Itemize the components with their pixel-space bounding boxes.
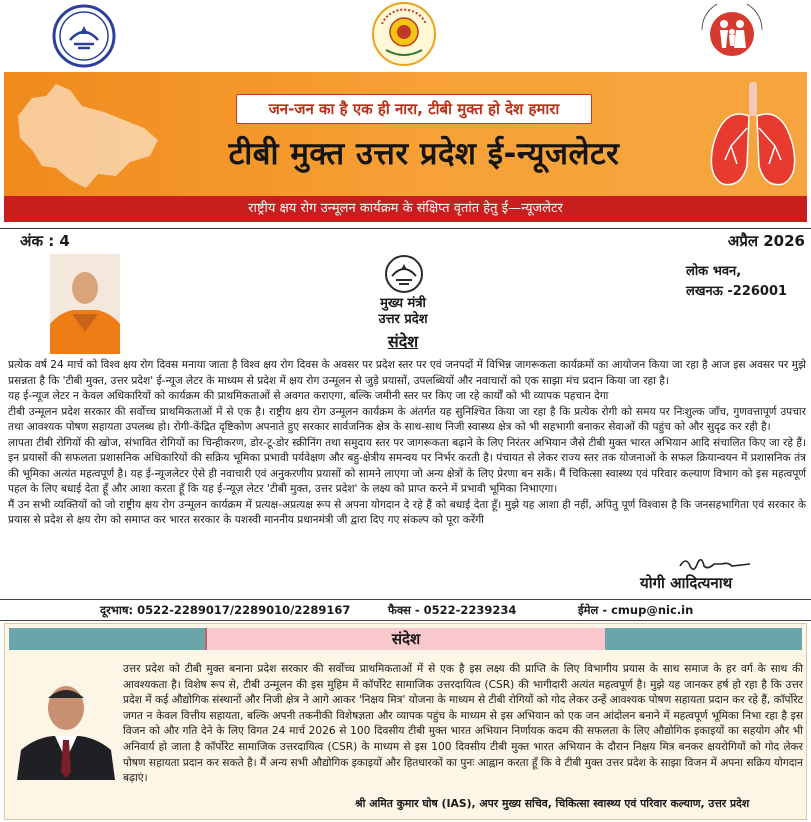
address-line-2: लखनऊ -226001 [686, 284, 788, 299]
phone-number: दूरभाष: 0522-2289017/2289010/2289167 [100, 603, 351, 617]
logo-strip [0, 0, 811, 72]
tb-elimination-programme-icon [372, 2, 436, 66]
lungs-icon [703, 76, 803, 192]
subtitle-bar: राष्ट्रीय क्षय रोग उन्मूलन कार्यक्रम के संक्षिप्त वृतांत हेतु ई—न्यूजलेटर [4, 196, 807, 222]
masthead-banner [4, 72, 807, 196]
fax-number: फैक्स - 0522-2239234 [388, 603, 517, 617]
cm-address [686, 262, 806, 302]
chief-minister-photo [50, 254, 120, 354]
issue-number: अंक : 4 [20, 232, 70, 250]
address-line-1: लोक भवन, [686, 264, 742, 279]
cm-message-heading: संदेश [387, 332, 419, 351]
issue-date: अप्रैल 2026 [727, 232, 805, 250]
up-govt-seal-icon [52, 4, 116, 68]
handwritten-signature [676, 552, 756, 574]
acs-signatory: श्री अमित कुमार घोष (IAS), अपर मुख्य सचिव, चिकित्सा स्वास्थ्य एवं परिवार कल्याण, उत्तर प्रदेश [355, 797, 750, 810]
slogan: जन-जन का है एक ही नारा, टीबी मुक्त हो देश हमारा [236, 94, 592, 124]
acs-message-body: उत्तर प्रदेश को टीबी मुक्त बनाना प्रदेश सरकार की सर्वोच्च प्राथमिकताओं में से एक है इस लक्ष्य की प्राप्ति के लिए विभागीय प्रयास के साथ समाज के हर वर्ग के साथ की आवश्यकता है। विशेष रूप से, टीबी उन्मूलन की इस मुहिम में कॉर्पोरेट सामाजिक उत्तरदायित्व (CSR) की भागीदारी अत्यंत महत्वपूर्ण है। मुझे यह जानकर हर्ष हो रहा है कि उत्तर प्रदेश में कई औद्योगिक संस्थानों और निजी क्षेत्र ने आगे आकर 'निक्षय मित्र' योजना के माध्यम से टीबी रोगियों को गोद लेकर उन्हें आवश्यक पोषण सहायता प्रदान कर रहे हैं, कॉर्पोरेट जगत न केवल वित्तीय सहायता, बल्कि अपनी तकनीकी विशेषज्ञता और व्यापक पहुंच के माध्यम से इस अभियान को एक जन आंदोलन बनाने में महत्वपूर्ण भूमिका निभा रहा है इस विजन को और गति देने के लिए विगत 24 मार्च 2026 से 100 दिवसीय टीबी मुक्त भारत अभियान निर्णायक कदम की सफलता के लिए औद्योगिक इकाइयों का सहयोग और भी अनिवार्य हो जाता है कॉर्पोरेट सामाजिक उत्तरदायित्व (CSR) के माध्यम से इस 100 दिवसीय टीबी मुक्त भारत अभियान के दौरान निक्षय मित्र बनकर क्षयरोगियों को गोद लेकर पोषण सहायता प्रदान कर सकते है। मैं अन्य सभी औद्योगिक इकाइयों और हितधारकों का पुनः आह्वान करता हूँ कि वे टीबी मुक्त उत्तर प्रदेश के साझा विजन में अपना सक्रिय योगदान बढ़ाएं। [123, 663, 803, 785]
acs-photo [11, 668, 121, 780]
newsletter-title: टीबी मुक्त उत्तर प्रदेश ई-न्यूजलेटर [228, 136, 620, 172]
designation-line-1: मुख्य मंत्री [380, 296, 426, 311]
cm-paragraph: प्रत्येक वर्ष 24 मार्च को विश्व क्षय रोग दिवस मनाया जाता है विश्व क्षय रोग दिवस के अवसर पर प्रदेश स्तर पर एवं जनपदों में विभिन्न जागरूकता कार्यक्रमों का आयोजन किया जा रहा है आज इस अवसर पर मुझे प्रसन्नता है कि 'टीबी मुक्त, उत्तर प्रदेश' ई-न्यूज लेटर के माध्यम से प्रदेश में क्षय रोग उन्मूलन से जुड़े प्रयासों, उपलब्धियों और नवाचारों को एक साझा मंच प्रदान किया जा रहा है। [8, 359, 807, 387]
cm-signatory: योगी आदित्यनाथ [640, 574, 733, 592]
cm-paragraph: लापता टीबी रोगियों की खोज, संभावित रोगियों का चिन्हीकरण, डोर-टू-डोर स्क्रीनिंग तथा समुदाय स्तर पर जागरूकता बढ़ाने के लिए निरंतर अभियान जैसे टीबी मुक्त भारत अभियान आदि संचालित किए जा रहे हैं। इन प्रयासों की सफलता प्रशासनिक अधिकारियों की सक्रिय भूमिका प्रभावी पर्यवेक्षण और बहु-क्षेत्रीय समन्वय पर निर्भर करती है। पंचायत से लेकर राज्य स्तर तक योजनाओं के सफल क्रियान्वयन में प्रशासनिक तंत्र की भूमिका अत्यंत महत्वपूर्ण है। यह ई-न्यूजलेटर ऐसे ही नवाचारी एवं अनुकरणीय प्रयासों को सामने लाएगा जो अन्य क्षेत्रों के लिए प्रेरणा बन सकें। मैं चिकित्सा स्वास्थ्य एवं परिवार कल्याण विभाग को इस महत्वपूर्ण पहल के लिए बधाई देता हूँ और आशा करता हूँ कि यह ई-न्यूज़ लेटर 'टीबी मुक्त, उत्तर प्रदेश' के लक्ष्य को प्राप्त करने में प्रभावी भूमिका निभाएगा। [8, 436, 806, 495]
cm-paragraph: यह ई-न्यूज लेटर न केवल अधिकारियों को कार्यक्रम की प्राथमिकताओं से अवगत कराएगा, बल्कि जमीनी स्तर पर किए जा रहे कार्यों को भी व्यापक पहचान देगा [8, 390, 609, 402]
acs-message-heading: संदेश [205, 628, 605, 650]
up-emblem-icon [382, 254, 426, 294]
acs-message-box [4, 623, 807, 820]
national-health-mission-icon [690, 4, 774, 68]
cm-designation [338, 296, 468, 328]
cm-paragraph: टीबी उन्मूलन प्रदेश सरकार की सर्वोच्च प्राथमिकताओं में से एक है। राष्ट्रीय क्षय रोग उन्मूलन कार्यक्रम के अंतर्गत यह सुनिश्चित किया जा रहा है कि प्रत्येक रोगी को समय पर निःशुल्क जाँच, गुणवत्तापूर्ण उपचार तथा आवश्यक पोषण सहायता उपलब्ध हो। रोगी-केंद्रित दृष्टिकोण अपनाते हुए सरकार सार्वजनिक क्षेत्र के साथ-साथ निजी स्वास्थ्य क्षेत्र को भी सहभागी बनाकर सेवाओं की पहुंच को और सुदृढ कर रही है। [8, 405, 806, 433]
cm-paragraph: मैं उन सभी व्यक्तियों को जो राष्ट्रीय क्षय रोग उन्मूलन कार्यक्रम में प्रत्यक्ष-अप्रत्यक्ष रूप से अपना योगदान दे रहे हैं को बधाई देता हूँ। मुझे यह आशा ही नहीं, अपितु पूर्ण विश्वास है कि जनसहभागिता एवं सरकार के प्रयास से प्रदेश से क्षय रोग को समाप्त कर भारत सरकार के यशस्वी माननीय प्रधानमंत्री जी द्वारा दिए गए संकल्प को पूरा करेंगी [8, 498, 806, 526]
issue-row [0, 228, 811, 250]
contact-row [0, 599, 811, 621]
designation-line-2: उत्तर प्रदेश [378, 312, 428, 327]
cm-message-body [8, 358, 806, 529]
email-address: ईमेल - cmup@nic.in [578, 603, 694, 617]
uttar-pradesh-map-icon [12, 76, 162, 192]
